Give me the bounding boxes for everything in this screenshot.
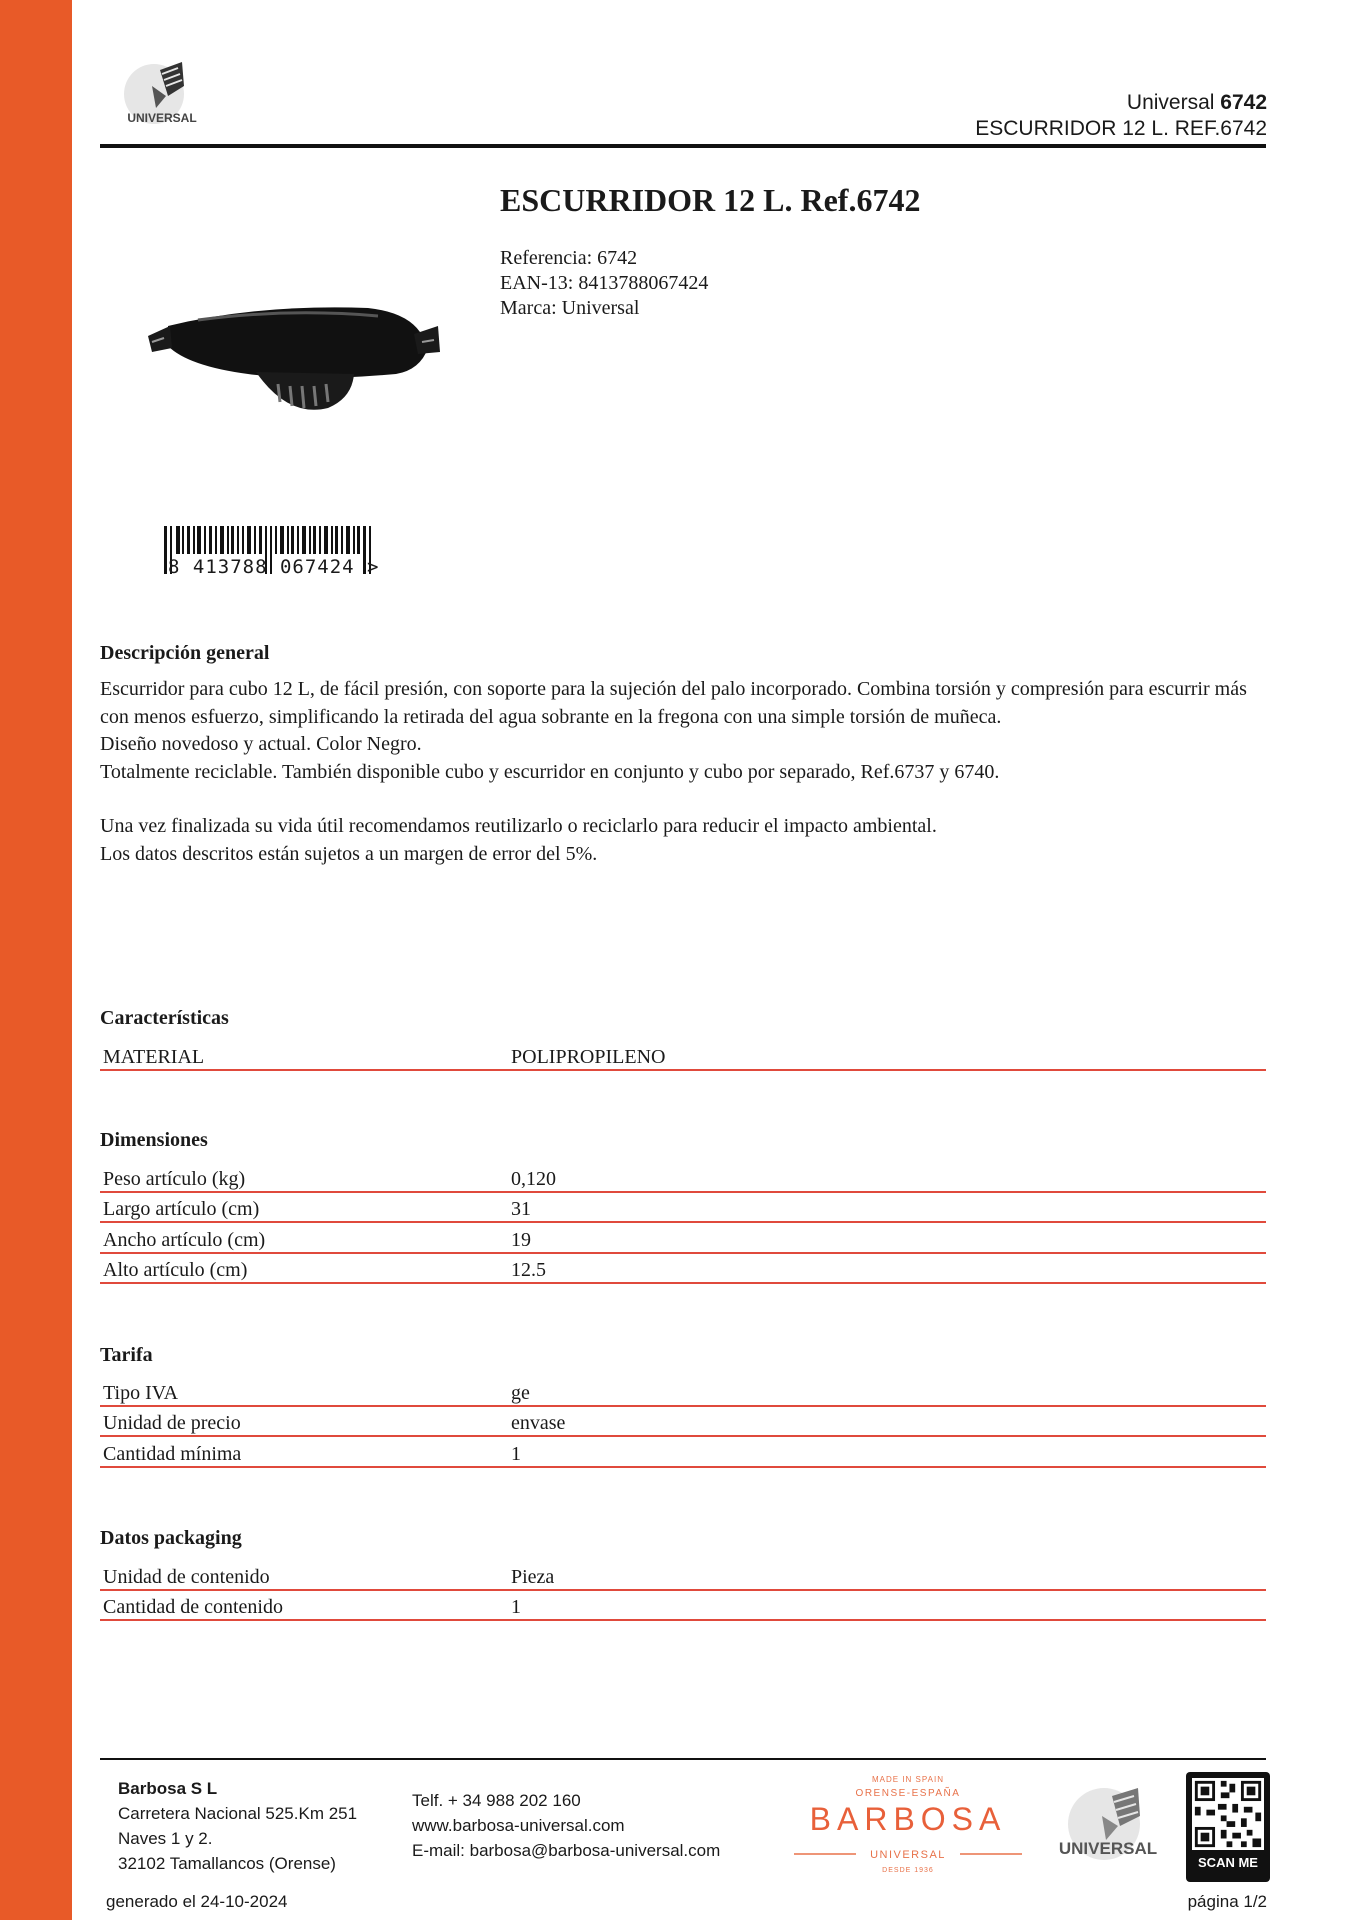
table-row: [100, 1222, 1266, 1253]
row-value: 12.5: [508, 1253, 1266, 1284]
product-title: ESCURRIDOR 12 L. Ref.6742: [500, 182, 921, 218]
row-value: Pieza: [508, 1560, 1266, 1590]
company-contact: [412, 1788, 720, 1863]
row-label: Peso artículo (kg): [100, 1162, 508, 1192]
email-link[interactable]: E-mail: barbosa@barbosa-universal.com: [412, 1841, 721, 1860]
svg-text:UNIVERSAL: UNIVERSAL: [870, 1849, 946, 1861]
qr-code-icon: [1192, 1778, 1264, 1850]
barcode: [164, 526, 424, 582]
product-brand: Marca: Universal: [500, 297, 640, 319]
dimensions-table: [100, 1162, 1266, 1284]
address-line: 32102 Tamallancos (Orense): [118, 1854, 336, 1873]
table-row: [100, 1436, 1266, 1467]
description-heading: Descripción general: [100, 642, 270, 664]
description-paragraph: Los datos descritos están sujetos a un margen de error del 5%.: [100, 842, 598, 865]
universal-footer-logo: [1054, 1780, 1164, 1870]
row-value: envase: [508, 1406, 1266, 1437]
header-brand-name: Universal: [1126, 91, 1215, 114]
row-value: 31: [508, 1192, 1266, 1223]
side-accent-band: [0, 0, 72, 1920]
row-label: MATERIAL: [100, 1040, 508, 1070]
company-name: Barbosa S L: [118, 1779, 218, 1798]
row-value: 1: [508, 1590, 1266, 1621]
product-reference: Referencia: 6742: [500, 247, 638, 269]
page-number: página 1/2: [1187, 1892, 1267, 1911]
universal-logo: [112, 56, 212, 130]
company-address: [118, 1776, 357, 1876]
product-ean: EAN-13: 8413788067424: [500, 272, 709, 294]
table-row: [100, 1192, 1266, 1223]
barcode-number: 8 413788 067424 >: [168, 556, 380, 578]
row-value: 1: [508, 1436, 1266, 1467]
row-value: 0,120: [508, 1162, 1266, 1192]
row-label: Cantidad mínima: [100, 1436, 508, 1467]
footer-divider: [100, 1758, 1266, 1760]
description-paragraph: Diseño novedoso y actual. Color Negro.: [100, 733, 422, 755]
header-product-ref: [975, 90, 1267, 142]
dimensions-heading: Dimensiones: [100, 1129, 208, 1151]
address-line: Carretera Nacional 525.Km 251: [118, 1804, 358, 1823]
description-paragraph: Una vez finalizada su vida útil recomendamos reutilizarlo o reciclarlo para reducir el impacto ambiental.: [100, 815, 937, 837]
svg-text:UNIVERSAL: UNIVERSAL: [127, 111, 197, 125]
table-row: [100, 1040, 1266, 1070]
description-paragraph: Totalmente reciclable. También disponible cubo y escurridor en conjunto y cubo por separado, Ref.6737 y 6740.: [100, 760, 1000, 783]
characteristics-heading: Características: [100, 1007, 229, 1029]
row-label: Unidad de precio: [100, 1406, 508, 1437]
qr-code[interactable]: [1186, 1772, 1270, 1882]
tariff-table: [100, 1376, 1266, 1468]
table-row: [100, 1253, 1266, 1284]
generated-date: generado el 24-10-2024: [106, 1892, 288, 1911]
phone-text: Telf. + 34 988 202 160: [412, 1791, 581, 1810]
address-line: Naves 1 y 2.: [118, 1829, 213, 1848]
table-row: [100, 1406, 1266, 1437]
row-label: Largo artículo (cm): [100, 1192, 508, 1223]
row-label: Cantidad de contenido: [100, 1590, 508, 1621]
header-subtitle: ESCURRIDOR 12 L. REF.6742: [975, 117, 1267, 140]
row-label: Alto artículo (cm): [100, 1253, 508, 1284]
barbosa-logo: [790, 1768, 1026, 1880]
characteristics-table: [100, 1040, 1266, 1071]
table-row: [100, 1590, 1266, 1621]
header-brand-line: [975, 90, 1267, 116]
table-row: [100, 1376, 1266, 1406]
tariff-heading: Tarifa: [100, 1344, 153, 1366]
description-paragraph: Escurridor para cubo 12 L, de fácil presión, con soporte para la sujeción del palo incorporado. Combina torsión y compresión para escurrir más con menos esfuerzo, simplificando la retirada del agua sobrante en la fregona con una simple torsión de muñeca.: [100, 678, 1247, 728]
svg-text:BARBOSA: BARBOSA: [809, 1801, 1007, 1837]
svg-text:UNIVERSAL: UNIVERSAL: [1058, 1839, 1158, 1858]
svg-text:MADE IN SPAIN: MADE IN SPAIN: [872, 1775, 944, 1784]
row-value: 19: [508, 1222, 1266, 1253]
product-meta: [500, 246, 708, 321]
packaging-heading: Datos packaging: [100, 1527, 242, 1549]
svg-text:DESDE 1936: DESDE 1936: [882, 1867, 934, 1874]
qr-label: SCAN ME: [1198, 1855, 1258, 1870]
row-value: ge: [508, 1376, 1266, 1406]
table-row: [100, 1560, 1266, 1590]
header-divider: [100, 144, 1266, 148]
row-label: Ancho artículo (cm): [100, 1222, 508, 1253]
row-label: Tipo IVA: [100, 1376, 508, 1406]
header-ref-number: 6742: [1220, 91, 1267, 114]
packaging-table: [100, 1560, 1266, 1621]
svg-text:ORENSE-ESPAÑA: ORENSE-ESPAÑA: [855, 1788, 961, 1799]
website-link[interactable]: www.barbosa-universal.com: [412, 1816, 625, 1835]
row-label: Unidad de contenido: [100, 1560, 508, 1590]
table-row: [100, 1162, 1266, 1192]
row-value: POLIPROPILENO: [508, 1040, 1266, 1070]
description-body: [100, 676, 1270, 868]
product-image: [138, 290, 448, 430]
